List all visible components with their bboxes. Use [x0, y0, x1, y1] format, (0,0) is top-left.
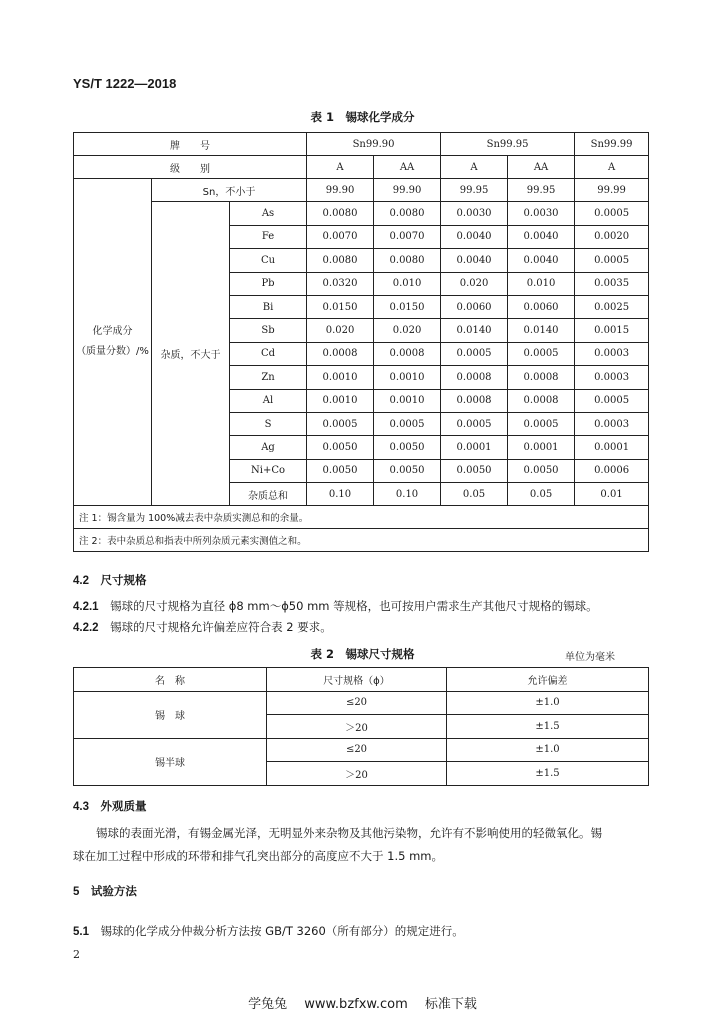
level-cell: A: [441, 156, 508, 179]
value-cell: 0.020: [307, 319, 374, 342]
table1-note-2: 注 2：表中杂质总和指表中所列杂质元素实测值之和。: [74, 529, 649, 552]
sn-value: 99.95: [441, 179, 508, 202]
level-cell: A: [307, 156, 374, 179]
value-cell: 0.0003: [575, 342, 649, 365]
tolerance: ±1.5: [447, 762, 649, 786]
para-number: 5.1: [73, 926, 89, 938]
value-cell: 0.0010: [374, 366, 441, 389]
value-cell: 0.0060: [508, 295, 575, 318]
element-label: Ni+Co: [230, 459, 307, 482]
element-label: S: [230, 412, 307, 435]
value-cell: 0.0010: [307, 366, 374, 389]
value-cell: 0.0005: [508, 342, 575, 365]
section-title: 尺寸规格: [100, 573, 147, 587]
value-cell: 0.0030: [441, 202, 508, 225]
sn-min-label: Sn，不小于: [152, 179, 307, 202]
value-cell: 0.0040: [508, 249, 575, 272]
value-cell: 0.0010: [307, 389, 374, 412]
level-cell: AA: [508, 156, 575, 179]
para-number: 4.2.1: [73, 601, 99, 613]
para-number: 4.2.2: [73, 622, 99, 634]
para-text: 锡球的尺寸规格为直径 ϕ8 mm～ϕ50 mm 等规格，也可按用户需求生产其他尺寸规格的锡球。: [110, 599, 598, 613]
size-spec: ≤20: [267, 738, 447, 762]
value-cell: 0.0005: [307, 412, 374, 435]
table2-header: 尺寸规格（ϕ）: [267, 668, 447, 692]
element-label: Cd: [230, 342, 307, 365]
watermark-footer: 学兔兔 www.bzfxw.com 标准下载: [248, 997, 477, 1012]
section-title: 外观质量: [100, 799, 147, 813]
value-cell: 0.0001: [575, 436, 649, 459]
value-cell: 0.0150: [374, 295, 441, 318]
value-cell: 0.0001: [441, 436, 508, 459]
value-cell: 0.0005: [374, 412, 441, 435]
table1-note-1: 注 1：锡含量为 100%减去表中杂质实测总和的余量。: [74, 506, 649, 529]
value-cell: 0.0001: [508, 436, 575, 459]
grade-sn9999: Sn99.99: [575, 133, 649, 156]
value-cell: 0.0050: [374, 436, 441, 459]
value-cell: 0.0005: [575, 389, 649, 412]
value-cell: 0.0050: [307, 459, 374, 482]
value-cell: 0.0040: [508, 225, 575, 248]
value-cell: 0.0070: [374, 225, 441, 248]
table2-unit: 单位为毫米: [565, 652, 615, 663]
page-number: 2: [73, 948, 80, 961]
value-cell: 0.0080: [307, 249, 374, 272]
value-cell: 0.0015: [575, 319, 649, 342]
level-cell: A: [575, 156, 649, 179]
value-cell: 0.0140: [441, 319, 508, 342]
value-cell: 0.0003: [575, 366, 649, 389]
value-cell: 0.01: [575, 483, 649, 506]
value-cell: 0.0005: [441, 412, 508, 435]
value-cell: 0.0005: [575, 202, 649, 225]
size-spec: ≤20: [267, 691, 447, 715]
table2-caption: 表 2 锡球尺寸规格: [310, 647, 415, 661]
value-cell: 0.0010: [374, 389, 441, 412]
element-label: Zn: [230, 366, 307, 389]
section-number: 4.3: [73, 801, 89, 813]
value-cell: 0.0008: [508, 366, 575, 389]
para-4-2-1: [73, 595, 598, 618]
composition-group-label: [74, 179, 152, 506]
composition-group-unit: （质量分数）/%: [76, 346, 149, 358]
impurity-max-label: 杂质，不大于: [152, 202, 230, 506]
value-cell: 0.010: [374, 272, 441, 295]
grade-sn9995: Sn99.95: [441, 133, 575, 156]
value-cell: 0.0060: [441, 295, 508, 318]
value-cell: 0.0003: [575, 412, 649, 435]
value-cell: 0.0050: [441, 459, 508, 482]
element-label: Cu: [230, 249, 307, 272]
value-cell: 0.0050: [374, 459, 441, 482]
element-label: Al: [230, 389, 307, 412]
sn-value: 99.99: [575, 179, 649, 202]
value-cell: 0.0008: [441, 389, 508, 412]
value-cell: 0.0040: [441, 249, 508, 272]
value-cell: 0.0030: [508, 202, 575, 225]
section-4-2-heading: [73, 572, 147, 588]
element-label: As: [230, 202, 307, 225]
para-4-3-line2: 球在加工过程中形成的环带和排气孔突出部分的高度应不大于 1.5 mm。: [73, 849, 444, 863]
table1-caption: 表 1 锡球化学成分: [310, 110, 415, 124]
element-label: 杂质总和: [230, 483, 307, 506]
value-cell: 0.05: [508, 483, 575, 506]
product-name: 锡 球: [74, 691, 267, 738]
value-cell: 0.0008: [307, 342, 374, 365]
chemical-composition-table: [73, 132, 649, 552]
sn-value: 99.90: [307, 179, 374, 202]
tolerance: ±1.0: [447, 738, 649, 762]
table2-header: 名 称: [74, 668, 267, 692]
value-cell: 0.0080: [374, 202, 441, 225]
value-cell: 0.0020: [575, 225, 649, 248]
value-cell: 0.0005: [441, 342, 508, 365]
value-cell: 0.0008: [441, 366, 508, 389]
level-header: 级 别: [74, 156, 307, 179]
element-label: Ag: [230, 436, 307, 459]
value-cell: 0.0320: [307, 272, 374, 295]
value-cell: 0.0050: [307, 436, 374, 459]
grade-sn9990: Sn99.90: [307, 133, 441, 156]
value-cell: 0.0025: [575, 295, 649, 318]
size-spec: ＞20: [267, 715, 447, 739]
element-label: Sb: [230, 319, 307, 342]
para-text: 锡球的尺寸规格允许偏差应符合表 2 要求。: [110, 620, 332, 634]
value-cell: 0.0150: [307, 295, 374, 318]
value-cell: 0.0140: [508, 319, 575, 342]
para-4-3-line1: 锡球的表面光滑，有锡金属光泽，无明显外来杂物及其他污染物，允许有不影响使用的轻微氧化。锡: [96, 826, 602, 840]
value-cell: 0.0050: [508, 459, 575, 482]
para-5-1: [73, 920, 464, 943]
value-cell: 0.0080: [374, 249, 441, 272]
element-label: Bi: [230, 295, 307, 318]
section-number: 5: [73, 886, 80, 898]
value-cell: 0.020: [441, 272, 508, 295]
para-4-2-2: [73, 616, 332, 639]
value-cell: 0.0005: [575, 249, 649, 272]
composition-group-title: 化学成分: [92, 326, 133, 338]
size-spec: ＞20: [267, 762, 447, 786]
value-cell: 0.0008: [508, 389, 575, 412]
value-cell: 0.0070: [307, 225, 374, 248]
section-5-heading: [73, 883, 137, 899]
value-cell: 0.05: [441, 483, 508, 506]
section-title: 试验方法: [90, 884, 137, 898]
element-label: Pb: [230, 272, 307, 295]
tolerance: ±1.5: [447, 715, 649, 739]
size-spec-table: [73, 667, 649, 786]
value-cell: 0.0008: [374, 342, 441, 365]
value-cell: 0.10: [307, 483, 374, 506]
value-cell: 0.0005: [508, 412, 575, 435]
sn-value: 99.95: [508, 179, 575, 202]
element-label: Fe: [230, 225, 307, 248]
sn-value: 99.90: [374, 179, 441, 202]
grade-header: 牌 号: [74, 133, 307, 156]
value-cell: 0.020: [374, 319, 441, 342]
standard-code: YS/T 1222—2018: [73, 76, 177, 91]
section-number: 4.2: [73, 575, 89, 587]
value-cell: 0.0080: [307, 202, 374, 225]
tolerance: ±1.0: [447, 691, 649, 715]
table2-header: 允许偏差: [447, 668, 649, 692]
product-name: 锡半球: [74, 738, 267, 785]
value-cell: 0.0006: [575, 459, 649, 482]
value-cell: 0.010: [508, 272, 575, 295]
value-cell: 0.0035: [575, 272, 649, 295]
para-text: 锡球的化学成分仲裁分析方法按 GB/T 3260（所有部分）的规定进行。: [100, 924, 464, 938]
value-cell: 0.0040: [441, 225, 508, 248]
level-cell: AA: [374, 156, 441, 179]
value-cell: 0.10: [374, 483, 441, 506]
section-4-3-heading: [73, 798, 147, 814]
